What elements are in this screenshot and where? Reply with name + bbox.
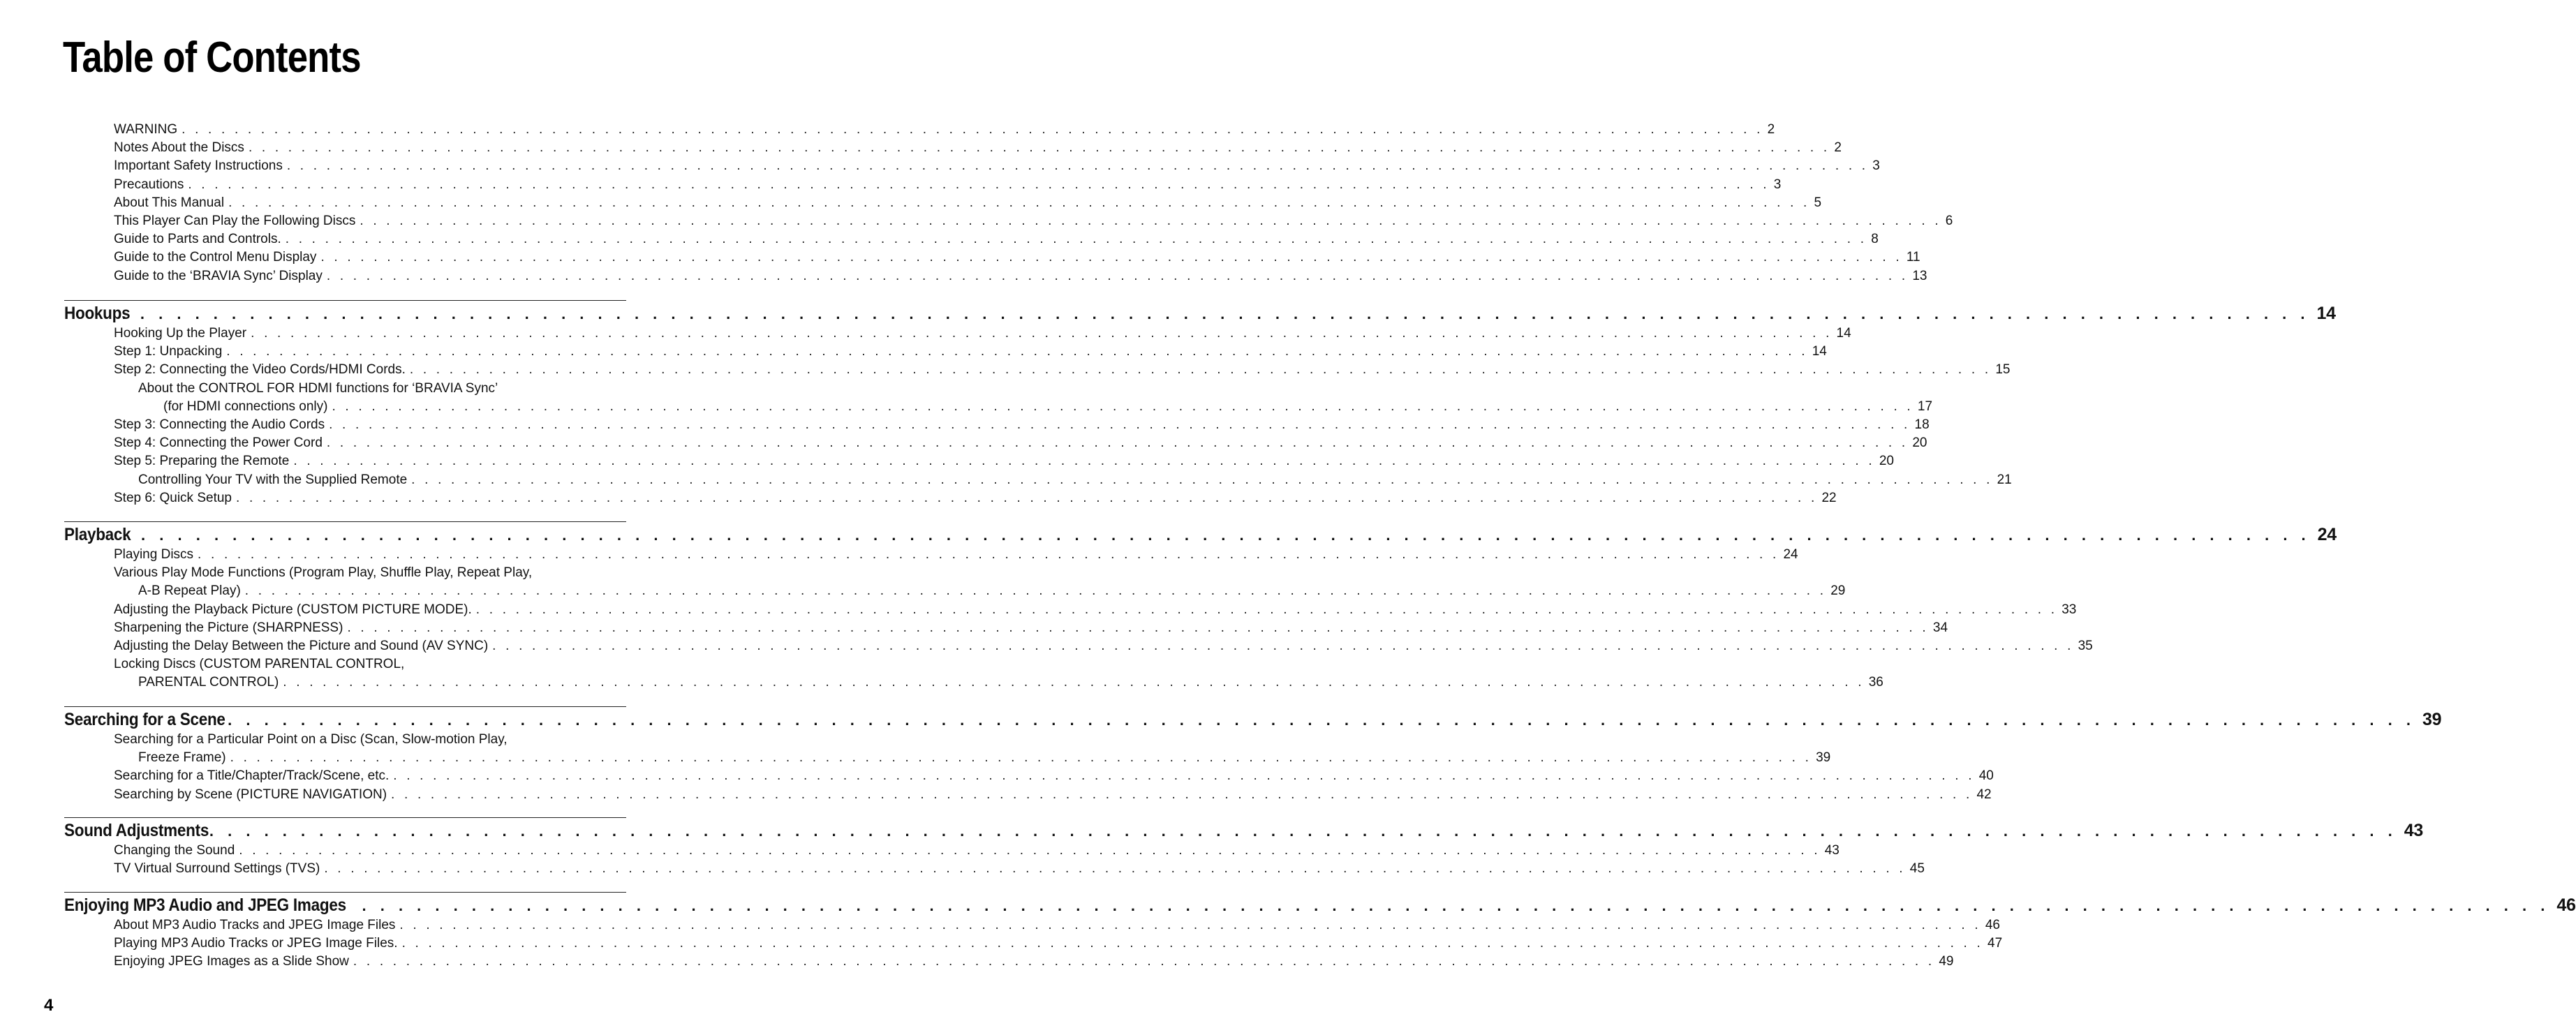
toc-entry-page: 24 — [1783, 547, 1798, 562]
section-heading-page: 39 — [2422, 710, 2442, 729]
section-heading-page: 14 — [2316, 304, 2336, 323]
toc-entry-label: Changing the Sound — [114, 843, 235, 858]
toc-entry-page: 45 — [1909, 861, 1925, 877]
toc-entry[interactable] — [64, 936, 2003, 954]
toc-entry[interactable] — [64, 250, 1920, 268]
dot-leader: . . . . . . . . . . . . . . . . . . . . . . . . . . . . . . . . . . . . . . . . . . . . . . . . . . . . . . . . . . . . . . . . . . . . . . . . . . . . . . . . . . . . . . . . . . . . . . . . . . . . . . . . . . . . . . . . . . . . . . . . — [122, 526, 2311, 544]
toc-entry-page: 2 — [1767, 122, 1775, 137]
toc-entry[interactable] — [64, 122, 1775, 140]
toc-section — [64, 300, 2336, 509]
toc-entry-label: TV Virtual Surround Settings (TVS) — [114, 861, 320, 877]
toc-entry-page: 34 — [1932, 620, 1948, 635]
toc-entry[interactable] — [64, 620, 1948, 639]
toc-entry-label: Step 3: Connecting the Audio Cords — [114, 417, 325, 432]
section-divider — [64, 817, 626, 818]
dot-leader: . . . . . . . . . . . . . . . . . . . . . . . . . . . . . . . . . . . . . . . . . . . . . . . . . . . . . . . . . . . . . . . . . . . . . . . . . . . . . . . . . . . . . . . . . . . . . . . . . . . . . . . . . . . . . . . . . . . . . . . . — [326, 435, 1909, 451]
toc-entry[interactable] — [64, 583, 1846, 602]
toc-entry-page: 21 — [1997, 472, 2012, 487]
toc-entry-label: Adjusting the Delay Between the Picture and Sound (AV SYNC) — [114, 638, 489, 653]
dot-leader: . . . . . . . . . . . . . . . . . . . . . . . . . . . . . . . . . . . . . . . . . . . . . . . . . . . . . . . . . . . . . . . . . . . . . . . . . . . . . . . . . . . . . . . . . . . . . . . . . . . . . . . . . . . . . . . . . . . . . . . . — [492, 638, 2074, 653]
dot-leader: . . . . . . . . . . . . . . . . . . . . . . . . . . . . . . . . . . . . . . . . . . . . . . . . . . . . . . . . . . . . . . . . . . . . . . . . . . . . . . . . . . . . . . . . . . . . . . . . . . . . . . . . . . . . . . . . . . . . . . . . — [353, 954, 1935, 969]
toc-entry-label: Searching by Scene (PICTURE NAVIGATION) — [114, 787, 387, 802]
dot-leader: . . . . . . . . . . . . . . . . . . . . . . . . . . . . . . . . . . . . . . . . . . . . . . . . . . . . . . . . . . . . . . . . . . . . . . . . . . . . . . . . . . . . . . . . . . . . . . . . . . . . . . . . . . . . . . . . . . . . . . . . — [228, 195, 1810, 210]
toc-entry-page: 18 — [1914, 417, 1930, 432]
toc-entry-page: 3 — [1872, 158, 1880, 174]
dot-leader: . . . . . . . . . . . . . . . . . . . . . . . . . . . . . . . . . . . . . . . . . . . . . . . . . . . . . . . . . . . . . . . . . . . . . . . . . . . . . . . . . . . . . . . . . . . . . . . . . . . . . . . . . . . . . . . . . . . . . . . . — [329, 417, 1911, 432]
toc-entry[interactable] — [64, 232, 1879, 250]
section-heading-page: 46 — [2556, 895, 2576, 915]
dot-leader: . . . . . . . . . . . . . . . . . . . . . . . . . . . . . . . . . . . . . . . . . . . . . . . . . . . . . . . . . . . . . . . . . . . . . . . . . . . . . . . . . . . . . . . . . . . . . . . . . . . . . . . . . . . . . . . . . . . . . . . . — [182, 122, 1763, 137]
page-number: 4 — [44, 996, 54, 1015]
toc-entry[interactable] — [64, 362, 2011, 380]
dot-leader: . . . . . . . . . . . . . . . . . . . . . . . . . . . . . . . . . . . . . . . . . . . . . . . . . . . . . . . . . . . . . . . . . . . . . . . . . . . . . . . . . . . . . . . . . . . . . . . . . . . . . . . . . . . . . . . . . . . . . . . . — [236, 490, 1818, 505]
toc-entry[interactable] — [64, 140, 1842, 158]
toc-entry-label: Various Play Mode Functions (Program Play, Shuffle Play, Repeat Play, — [114, 565, 533, 581]
toc-entry-label: This Player Can Play the Following Discs — [114, 213, 356, 228]
section-heading-label: Searching for a Scene — [64, 710, 225, 729]
toc-entry-page: 17 — [1917, 399, 1933, 414]
toc-entry[interactable] — [64, 787, 1992, 805]
dot-leader: . . . . . . . . . . . . . . . . . . . . . . . . . . . . . . . . . . . . . . . . . . . . . . . . . . . . . . . . . . . . . . . . . . . . . . . . . . . . . . . . . . . . . . . . . . . . . . . . . . . . . . . . . . . . . . . . . . . . . . . . — [347, 620, 1929, 635]
section-heading[interactable] — [64, 821, 2423, 843]
toc-entry-label: Enjoying JPEG Images as a Slide Show — [114, 954, 349, 969]
dot-leader: . . . . . . . . . . . . . . . . . . . . . . . . . . . . . . . . . . . . . . . . . . . . . . . . . . . . . . . . . . . . . . . . . . . . . . . . . . . . . . . . . . . . . . . . . . . . . . . . . . . . . . . . . . . . . . . . . . . . . . . . — [362, 897, 2550, 914]
toc-entry-label: Guide to Parts and Controls. — [114, 232, 281, 247]
toc-entry[interactable] — [64, 158, 1880, 177]
toc-entry-page: 14 — [1836, 326, 1851, 341]
dot-leader: . . . . . . . . . . . . . . . . . . . . . . . . . . . . . . . . . . . . . . . . . . . . . . . . . . . . . . . . . . . . . . . . . . . . . . . . . . . . . . . . . . . . . . . . . . . . . . . . . . . . . . . . . . . . . . . . . . . . . . . . — [326, 268, 1909, 283]
toc-entry[interactable] — [64, 602, 2077, 620]
toc-entry-label: Hooking Up the Player — [114, 326, 247, 341]
toc-entry-page: 42 — [1976, 787, 1992, 802]
toc-section — [64, 706, 2442, 805]
toc-entry-page: 36 — [1868, 675, 1883, 690]
toc-entry[interactable] — [64, 381, 626, 399]
toc-entry-page: 35 — [2078, 638, 2093, 653]
toc-entry[interactable] — [64, 399, 1933, 417]
section-heading-label: Enjoying MP3 Audio and JPEG Images — [64, 895, 346, 915]
toc-entry-label: Step 6: Quick Setup — [114, 490, 232, 505]
toc-entry[interactable] — [64, 213, 1953, 232]
toc-entry[interactable] — [64, 768, 1994, 787]
dot-leader: . . . . . . . . . . . . . . . . . . . . . . . . . . . . . . . . . . . . . . . . . . . . . . . . . . . . . . . . . . . . . . . . . . . . . . . . . . . . . . . . . . . . . . . . . . . . . . . . . . . . . . . . . . . . . . . . . . . . . . . . — [360, 213, 1941, 228]
toc-section — [64, 817, 2423, 879]
intro-entries — [64, 122, 1953, 287]
dot-leader: . . . . . . . . . . . . . . . . . . . . . . . . . . . . . . . . . . . . . . . . . . . . . . . . . . . . . . . . . . . . . . . . . . . . . . . . . . . . . . . . . . . . . . . . . . . . . . . . . . . . . . . . . . . . . . . . . . . . . . . . — [391, 787, 1973, 802]
toc-section — [64, 521, 2337, 694]
dot-leader: . . . . . . . . . . . . . . . . . . . . . . . . . . . . . . . . . . . . . . . . . . . . . . . . . . . . . . . . . . . . . . . . . . . . . . . . . . . . . . . . . . . . . . . . . . . . . . . . . . . . . . . . . . . . . . . . . . . . . . . . — [230, 750, 1812, 766]
toc-entry[interactable] — [64, 344, 1827, 362]
toc-entry-page: 49 — [1939, 954, 1954, 969]
dot-leader: . . . . . . . . . . . . . . . . . . . . . . . . . . . . . . . . . . . . . . . . . . . . . . . . . . . . . . . . . . . . . . . . . . . . . . . . . . . . . . . . . . . . . . . . . . . . . . . . . . . . . . . . . . . . . . . . . . . . . . . . — [475, 602, 2058, 617]
dot-leader: . . . . . . . . . . . . . . . . . . . . . . . . . . . . . . . . . . . . . . . . . . . . . . . . . . . . . . . . . . . . . . . . . . . . . . . . . . . . . . . . . . . . . . . . . . . . . . . . . . . . . . . . . . . . . . . . . . . . . . . . — [121, 305, 2310, 322]
toc-entry-label: Guide to the Control Menu Display — [114, 250, 317, 265]
dot-leader: . . . . . . . . . . . . . . . . . . . . . . . . . . . . . . . . . . . . . . . . . . . . . . . . . . . . . . . . . . . . . . . . . . . . . . . . . . . . . . . . . . . . . . . . . . . . . . . . . . . . . . . . . . . . . . . . . . . . . . . . — [248, 140, 1830, 156]
toc-entry-label: WARNING — [114, 122, 178, 137]
dot-leader: . . . . . . . . . . . . . . . . . . . . . . . . . . . . . . . . . . . . . . . . . . . . . . . . . . . . . . . . . . . . . . . . . . . . . . . . . . . . . . . . . . . . . . . . . . . . . . . . . . . . . . . . . . . . . . . . . . . . . . . . — [320, 250, 1902, 265]
dot-leader: . . . . . . . . . . . . . . . . . . . . . . . . . . . . . . . . . . . . . . . . . . . . . . . . . . . . . . . . . . . . . . . . . . . . . . . . . . . . . . . . . . . . . . . . . . . . . . . . . . . . . . . . . . . . . . . . . . . . . . . . — [393, 768, 1975, 784]
toc-entry[interactable] — [64, 177, 1782, 195]
toc-entry-label: Notes About the Discs — [114, 140, 244, 156]
toc-entry-label: About This Manual — [114, 195, 225, 210]
toc-entry-page: 3 — [1773, 177, 1782, 192]
toc-entry-label: Step 5: Preparing the Remote — [114, 454, 290, 469]
toc-entry-label: Sharpening the Picture (SHARPNESS) — [114, 620, 343, 635]
toc-section — [64, 892, 2576, 973]
section-heading-page: 24 — [2317, 525, 2337, 544]
dot-leader: . . . . . . . . . . . . . . . . . . . . . . . . . . . . . . . . . . . . . . . . . . . . . . . . . . . . . . . . . . . . . . . . . . . . . . . . . . . . . . . . . . . . . . . . . . . . . . . . . . . . . . . . . . . . . . . . . . . . . . . . — [198, 547, 1779, 562]
toc-entry[interactable] — [64, 675, 1883, 693]
toc-entry[interactable] — [64, 268, 1927, 287]
toc-entry-page: 20 — [1879, 454, 1894, 469]
toc-entry[interactable] — [64, 490, 1837, 509]
toc-entry-page: 29 — [1830, 583, 1846, 599]
dot-leader: . . . . . . . . . . . . . . . . . . . . . . . . . . . . . . . . . . . . . . . . . . . . . . . . . . . . . . . . . . . . . . . . . . . . . . . . . . . . . . . . . . . . . . . . . . . . . . . . . . . . . . . . . . . . . . . . . . . . . . . . — [411, 472, 1993, 487]
section-heading-page: 43 — [2404, 821, 2423, 840]
section-divider — [64, 300, 626, 301]
dot-leader: . . . . . . . . . . . . . . . . . . . . . . . . . . . . . . . . . . . . . . . . . . . . . . . . . . . . . . . . . . . . . . . . . . . . . . . . . . . . . . . . . . . . . . . . . . . . . . . . . . . . . . . . . . . . . . . . . . . . . . . . — [332, 399, 1914, 414]
dot-leader: . . . . . . . . . . . . . . . . . . . . . . . . . . . . . . . . . . . . . . . . . . . . . . . . . . . . . . . . . . . . . . . . . . . . . . . . . . . . . . . . . . . . . . . . . . . . . . . . . . . . . . . . . . . . . . . . . . . . . . . . — [239, 843, 1821, 858]
toc-entry-page: 14 — [1812, 344, 1827, 359]
toc-entry[interactable] — [64, 565, 626, 583]
dot-leader: . . . . . . . . . . . . . . . . . . . . . . . . . . . . . . . . . . . . . . . . . . . . . . . . . . . . . . . . . . . . . . . . . . . . . . . . . . . . . . . . . . . . . . . . . . . . . . . . . . . . . . . . . . . . . . . . . . . . . . . . — [209, 822, 2397, 840]
toc-entry[interactable] — [64, 435, 1927, 454]
toc-entry-page: 20 — [1912, 435, 1927, 451]
section-heading-label: Sound Adjustments — [64, 821, 209, 840]
toc-entry-page: 43 — [1824, 843, 1840, 858]
toc-entry[interactable] — [64, 454, 1894, 472]
toc-entry-label: Step 4: Connecting the Power Cord — [114, 435, 323, 451]
toc-entry-label: Searching for a Title/Chapter/Track/Scene, etc. — [114, 768, 390, 784]
section-heading-label: Playback — [64, 525, 131, 544]
toc-entry-label: Adjusting the Playback Picture (CUSTOM PICTURE MODE). — [114, 602, 472, 617]
toc-entry-page: 6 — [1945, 213, 1953, 228]
toc-entry-page: 40 — [1978, 768, 1994, 784]
toc-entry[interactable] — [64, 417, 1930, 435]
toc-entry-page: 22 — [1821, 490, 1837, 505]
toc-entry-label: Freeze Frame) — [138, 750, 226, 766]
toc-entry-label: Playing MP3 Audio Tracks or JPEG Image Files. — [114, 936, 398, 951]
toc-entry-page: 46 — [1985, 918, 2000, 932]
dot-leader: . . . . . . . . . . . . . . . . . . . . . . . . . . . . . . . . . . . . . . . . . . . . . . . . . . . . . . . . . . . . . . . . . . . . . . . . . . . . . . . . . . . . . . . . . . . . . . . . . . . . . . . . . . . . . . . . . . . . . . . . — [226, 344, 1808, 359]
toc-entry[interactable] — [64, 326, 1851, 344]
toc-entry[interactable] — [64, 861, 1925, 879]
toc-entry[interactable] — [64, 657, 626, 675]
dot-leader: . . . . . . . . . . . . . . . . . . . . . . . . . . . . . . . . . . . . . . . . . . . . . . . . . . . . . . . . . . . . . . . . . . . . . . . . . . . . . . . . . . . . . . . . . . . . . . . . . . . . . . . . . . . . . . . . . . . . . . . . — [283, 675, 1865, 690]
section-divider — [64, 706, 626, 707]
dot-leader: . . . . . . . . . . . . . . . . . . . . . . . . . . . . . . . . . . . . . . . . . . . . . . . . . . . . . . . . . . . . . . . . . . . . . . . . . . . . . . . . . . . . . . . . . . . . . . . . . . . . . . . . . . . . . . . . . . . . . . . . — [401, 936, 1983, 951]
toc-entry-label: About MP3 Audio Tracks and JPEG Image Files — [114, 918, 396, 932]
toc-entry[interactable] — [64, 472, 2012, 491]
toc-entry-page: 8 — [1871, 232, 1879, 247]
toc-entry-page: 33 — [2061, 602, 2077, 617]
toc-entry-label: Playing Discs — [114, 547, 194, 562]
toc-entry-page: 47 — [1987, 936, 2003, 951]
toc-entry[interactable] — [64, 918, 2000, 936]
section-heading[interactable] — [64, 895, 2576, 918]
toc-entry-page: 2 — [1834, 140, 1842, 156]
page-title: Table of Contents — [63, 33, 361, 82]
toc-entry-label: PARENTAL CONTROL) — [138, 675, 279, 690]
dot-leader: . . . . . . . . . . . . . . . . . . . . . . . . . . . . . . . . . . . . . . . . . . . . . . . . . . . . . . . . . . . . . . . . . . . . . . . . . . . . . . . . . . . . . . . . . . . . . . . . . . . . . . . . . . . . . . . . . . . . . . . . — [409, 362, 1992, 378]
toc-entry-page: 39 — [1816, 750, 1831, 766]
toc-entry-label: Step 2: Connecting the Video Cords/HDMI Cords. — [114, 362, 406, 378]
toc-entry-label: Important Safety Instructions — [114, 158, 283, 174]
toc-entry[interactable] — [64, 750, 1831, 768]
dot-leader: . . . . . . . . . . . . . . . . . . . . . . . . . . . . . . . . . . . . . . . . . . . . . . . . . . . . . . . . . . . . . . . . . . . . . . . . . . . . . . . . . . . . . . . . . . . . . . . . . . . . . . . . . . . . . . . . . . . . . . . . — [188, 177, 1770, 192]
toc-entry[interactable] — [64, 638, 2093, 657]
section-heading[interactable] — [64, 304, 2336, 326]
dot-leader: . . . . . . . . . . . . . . . . . . . . . . . . . . . . . . . . . . . . . . . . . . . . . . . . . . . . . . . . . . . . . . . . . . . . . . . . . . . . . . . . . . . . . . . . . . . . . . . . . . . . . . . . . . . . . . . . . . . . . . . . — [293, 454, 1875, 469]
dot-leader: . . . . . . . . . . . . . . . . . . . . . . . . . . . . . . . . . . . . . . . . . . . . . . . . . . . . . . . . . . . . . . . . . . . . . . . . . . . . . . . . . . . . . . . . . . . . . . . . . . . . . . . . . . . . . . . . . . . . . . . . — [285, 232, 1867, 247]
toc-entry-label: Precautions — [114, 177, 184, 192]
toc-entry[interactable] — [64, 732, 626, 750]
dot-leader: . . . . . . . . . . . . . . . . . . . . . . . . . . . . . . . . . . . . . . . . . . . . . . . . . . . . . . . . . . . . . . . . . . . . . . . . . . . . . . . . . . . . . . . . . . . . . . . . . . . . . . . . . . . . . . . . . . . . . . . . — [228, 711, 2415, 729]
toc-entry-label: Searching for a Particular Point on a Disc (Scan, Slow-motion Play, — [114, 732, 508, 747]
section-heading[interactable] — [64, 710, 2442, 732]
section-heading[interactable] — [64, 525, 2337, 547]
toc-entry[interactable] — [64, 954, 1954, 972]
toc-entry-page: 13 — [1912, 268, 1927, 283]
toc-entry-page: 5 — [1814, 195, 1822, 210]
dot-leader: . . . . . . . . . . . . . . . . . . . . . . . . . . . . . . . . . . . . . . . . . . . . . . . . . . . . . . . . . . . . . . . . . . . . . . . . . . . . . . . . . . . . . . . . . . . . . . . . . . . . . . . . . . . . . . . . . . . . . . . . — [399, 918, 1981, 932]
section-heading-label: Hookups — [64, 304, 131, 323]
toc-entry-page: 15 — [1995, 362, 2011, 378]
toc-entry-label: About the CONTROL FOR HDMI functions for ‘BRAVIA Sync’ — [138, 380, 498, 396]
toc-entry-label: Guide to the ‘BRAVIA Sync’ Display — [114, 268, 323, 283]
toc-entry-label: Step 1: Unpacking — [114, 344, 223, 359]
toc-entry[interactable] — [64, 195, 1822, 214]
section-divider — [64, 521, 626, 522]
toc-entry-label: A-B Repeat Play) — [138, 583, 241, 599]
toc-entry[interactable] — [64, 547, 1798, 565]
toc-entry-label: Locking Discs (CUSTOM PARENTAL CONTROL, — [114, 657, 405, 672]
section-divider — [64, 892, 626, 893]
dot-leader: . . . . . . . . . . . . . . . . . . . . . . . . . . . . . . . . . . . . . . . . . . . . . . . . . . . . . . . . . . . . . . . . . . . . . . . . . . . . . . . . . . . . . . . . . . . . . . . . . . . . . . . . . . . . . . . . . . . . . . . . — [286, 158, 1869, 174]
toc-entry-page: 11 — [1906, 250, 1920, 265]
toc-entry-label: (for HDMI connections only) — [163, 399, 328, 414]
toc-entry[interactable] — [64, 843, 1840, 861]
toc-entry-label: Controlling Your TV with the Supplied Remote — [138, 472, 408, 487]
dot-leader: . . . . . . . . . . . . . . . . . . . . . . . . . . . . . . . . . . . . . . . . . . . . . . . . . . . . . . . . . . . . . . . . . . . . . . . . . . . . . . . . . . . . . . . . . . . . . . . . . . . . . . . . . . . . . . . . . . . . . . . . — [244, 583, 1827, 599]
dot-leader: . . . . . . . . . . . . . . . . . . . . . . . . . . . . . . . . . . . . . . . . . . . . . . . . . . . . . . . . . . . . . . . . . . . . . . . . . . . . . . . . . . . . . . . . . . . . . . . . . . . . . . . . . . . . . . . . . . . . . . . . — [251, 326, 1833, 341]
dot-leader: . . . . . . . . . . . . . . . . . . . . . . . . . . . . . . . . . . . . . . . . . . . . . . . . . . . . . . . . . . . . . . . . . . . . . . . . . . . . . . . . . . . . . . . . . . . . . . . . . . . . . . . . . . . . . . . . . . . . . . . . — [324, 861, 1906, 877]
